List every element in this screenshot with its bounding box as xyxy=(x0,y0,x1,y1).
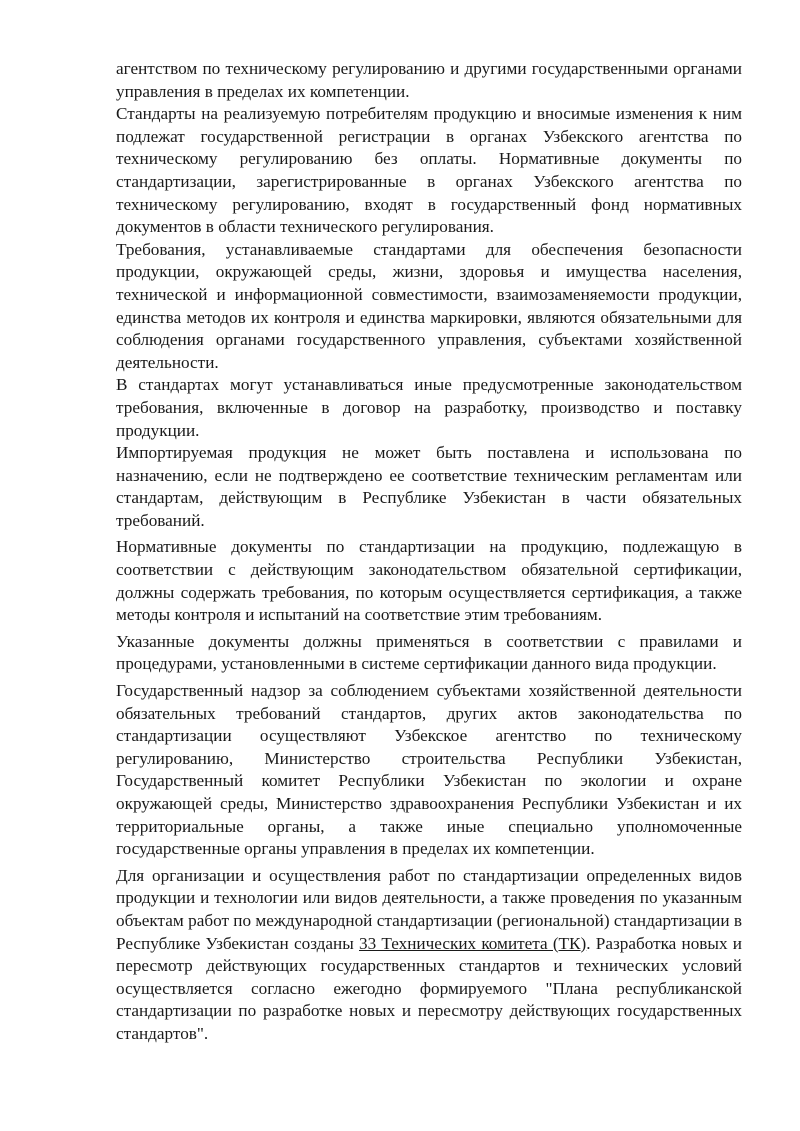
document-page xyxy=(116,58,742,1046)
technical-committees-link[interactable]: 33 Технических комитета (ТК) xyxy=(359,933,587,953)
paragraph-5: Импортируемая продукция не может быть поставлена и использована по назначению, если не подтверждено ее соответствие техническим регламентам или стандартам, действующим в Республике Узбекистан в части обязательных требований. xyxy=(116,443,742,530)
paragraph-2: Стандарты на реализуемую потребителям продукцию и вносимые изменения к ним подлежат государственной регистрации в органах Узбекского агентства по техническому регулированию без оплаты. Нормативные документы по стандартизации, зарегистрированные в органах Узбекского агентства по техническому регулированию, входят в государственный фонд нормативных документов в области технического регулирования. xyxy=(116,104,742,237)
paragraph-7: Указанные документы должны применяться в соответствии с правилами и процедурами, установленными в системе сертификации данного вида продукции. xyxy=(116,631,742,674)
paragraph-4: В стандартах могут устанавливаться иные предусмотренные законодательством требования, включенные в договор на разработку, производство и поставку продукции. xyxy=(116,375,742,440)
paragraph-9 xyxy=(116,865,742,1046)
paragraph-3: Требования, устанавливаемые стандартами для обеспечения безопасности продукции, окружающей среды, жизни, здоровья и имущества населения, технической и информационной совместимости, взаимозаменяемости продукции, единства методов их контроля и единства маркировки, являются обязательными для соблюдения органами государственного управления, субъектами хозяйственной деятельности. xyxy=(116,239,742,372)
paragraph-6: Нормативные документы по стандартизации на продукцию, подлежащую в соответствии с действующим законодательством обязательной сертификации, должны содержать требования, по которым осуществляется сертификация, а также методы контроля и испытаний на соответствие этим требованиям. xyxy=(116,537,742,625)
paragraph-8: Государственный надзор за соблюдением субъектами хозяйственной деятельности обязательных требований стандартов, других актов законодательства по стандартизации осуществляют Узбекское агентство по техническому регулированию, Министерство строительства Республики Узбекистан, Государственный комитет Республики Узбекистан по экологии и охране окружающей среды, Министерство здравоохранения Республики Узбекистан и их территориальные органы, а также иные специально уполномоченные государственные органы управления в пределах их компетенции. xyxy=(116,681,742,859)
paragraph-9-text-before: Для организации и осуществления работ по стандартизации определенных видов продукции и технологии или видов деятельности, а также проведения по указанным объектам работ по международной стандартизации (региональной) стандартизации в Республике Узбекистан созданы xyxy=(116,865,742,953)
paragraph-1: агентством по техническому регулированию и другими государственными органами управления в пределах их компетенции. xyxy=(116,59,742,101)
paragraph-9-text-after: . Разработка новых и пересмотр действующих государственных стандартов и технических условий осуществляется согласно ежегодно формируемого "Плана республиканской стандартизации по разработке новых и пересмотру действующих государственных стандартов". xyxy=(116,933,742,1043)
